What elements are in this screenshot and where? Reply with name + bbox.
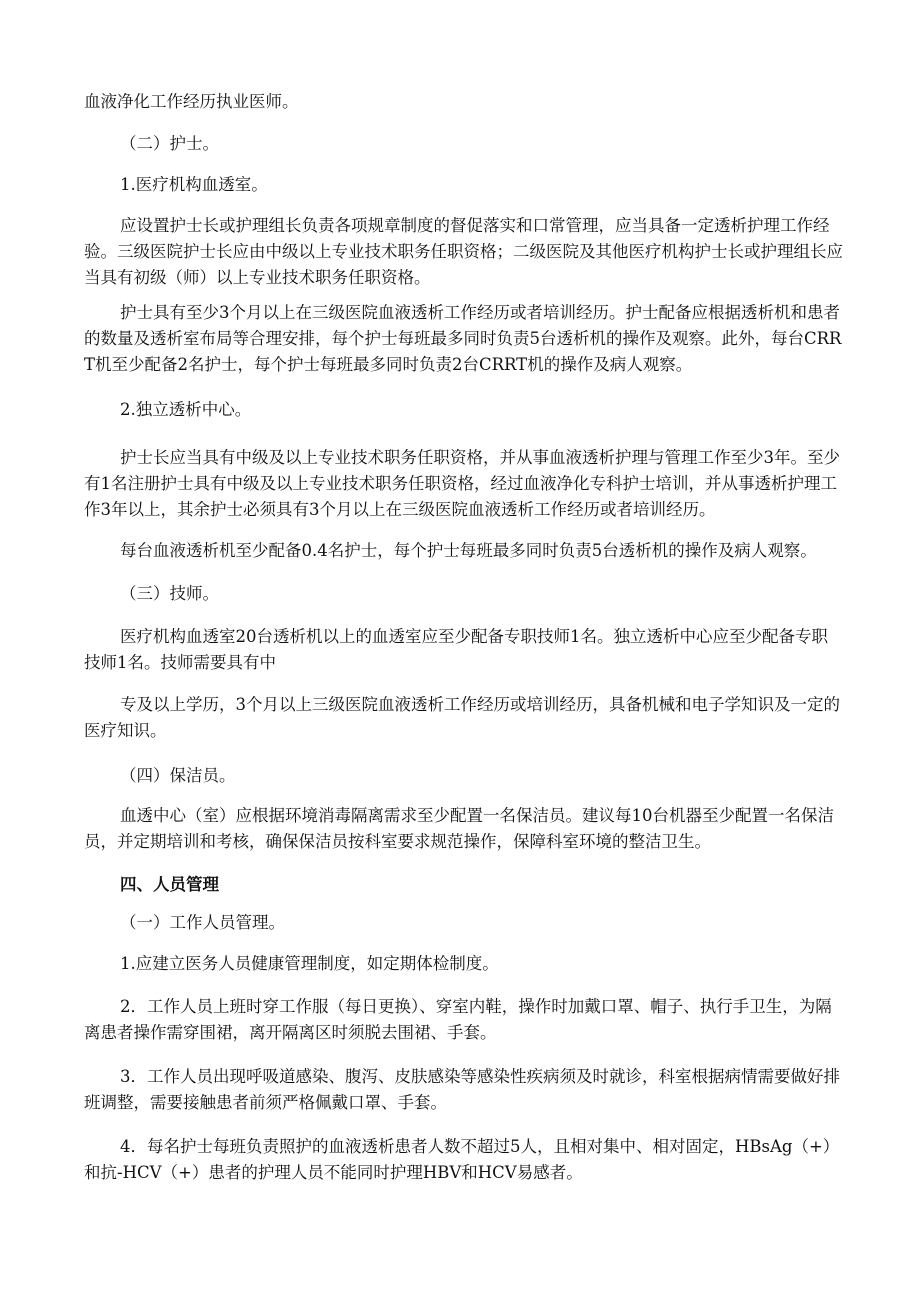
- subheading-hospital-dialysis-room: 1.医疗机构血透室。: [120, 175, 268, 194]
- subheading-staff-management: （一）工作人员管理。: [120, 913, 285, 932]
- paragraph-continuation: 血液净化工作经历执业医师。: [84, 92, 299, 111]
- paragraph-nurse-ratio: 每台血液透析机至少配备0.4名护士，每个护士每班最多同时负责5台透析机的操作及病人观察。: [120, 541, 817, 560]
- paragraph-illness-handling: 3．工作人员出现呼吸道感染、腹泻、皮肤感染等感染性疾病须及时就诊，科室根据病情需要做好排班调整，需要接触患者前须严格佩戴口罩、手套。: [84, 1067, 840, 1112]
- subheading-nurses: （二）护士。: [120, 134, 219, 153]
- paragraph-health-system: 1.应建立医务人员健康管理制度，如定期体检制度。: [120, 954, 499, 973]
- paragraph-technician-requirements: 专及以上学历，3个月以上三级医院血液透析工作经历或培训经历，具备机械和电子学知识及一定的医疗知识。: [84, 695, 840, 740]
- paragraph-nurse-staffing: 护士具有至少3个月以上在三级医院血液透析工作经历或者培训经历。护士配备应根据透析机和患者的数量及透析室布局等合理安排，每个护士每班最多同时负责5台透析机的操作及观察。此外，每台CRRT机至少配备2名护士，每个护士每班最多同时负责2台CRRT机的操作及病人观察。: [84, 303, 842, 374]
- paragraph-technician-staffing: 医疗机构血透室20台透析机以上的血透室应至少配备专职技师1名。独立透析中心应至少配备专职技师1名。技师需要具有中: [84, 627, 828, 672]
- paragraph-patient-assignment: 4．每名护士每班负责照护的血液透析患者人数不超过5人，且相对集中、相对固定，HBsAg（+）和抗-HCV（+）患者的护理人员不能同时护理HBV和HCV易感者。: [84, 1137, 840, 1182]
- subheading-independent-center: 2.独立透析中心。: [120, 400, 252, 419]
- section-heading-personnel-management: 四、人员管理: [120, 875, 219, 894]
- paragraph-center-head-nurse: 护士长应当具有中级及以上专业技术职务任职资格，并从事血液透析护理与管理工作至少3年。至少有1名注册护士具有中级及以上专业技术职务任职资格，经过血液净化专科护士培训，并从事透析护理工作3年以上，其余护士必须具有3个月以上在三级医院血液透析工作经历或者培训经历。: [84, 448, 840, 519]
- paragraph-work-attire: 2．工作人员上班时穿工作服（每日更换）、穿室内鞋，操作时加戴口罩、帽子、执行手卫生，为隔离患者操作需穿围裙，离开隔离区时须脱去围裙、手套。: [84, 997, 832, 1042]
- paragraph-head-nurse: 应设置护士长或护理组长负责各项规章制度的督促落实和口常管理，应当具备一定透析护理工作经验。三级医院护士长应由中级以上专业技术职务任职资格；二级医院及其他医疗机构护士长或护理组长应当具有初级（师）以上专业技术职务任职资格。: [84, 216, 843, 287]
- subheading-cleaners: （四）保洁员。: [120, 766, 236, 785]
- subheading-technicians: （三）技师。: [120, 584, 219, 603]
- paragraph-cleaner-staffing: 血透中心（室）应根据环境消毒隔离需求至少配置一名保洁员。建议每10台机器至少配置一名保洁员，并定期培训和考核，确保保洁员按科室要求规范操作，保障科室环境的整洁卫生。: [84, 806, 834, 851]
